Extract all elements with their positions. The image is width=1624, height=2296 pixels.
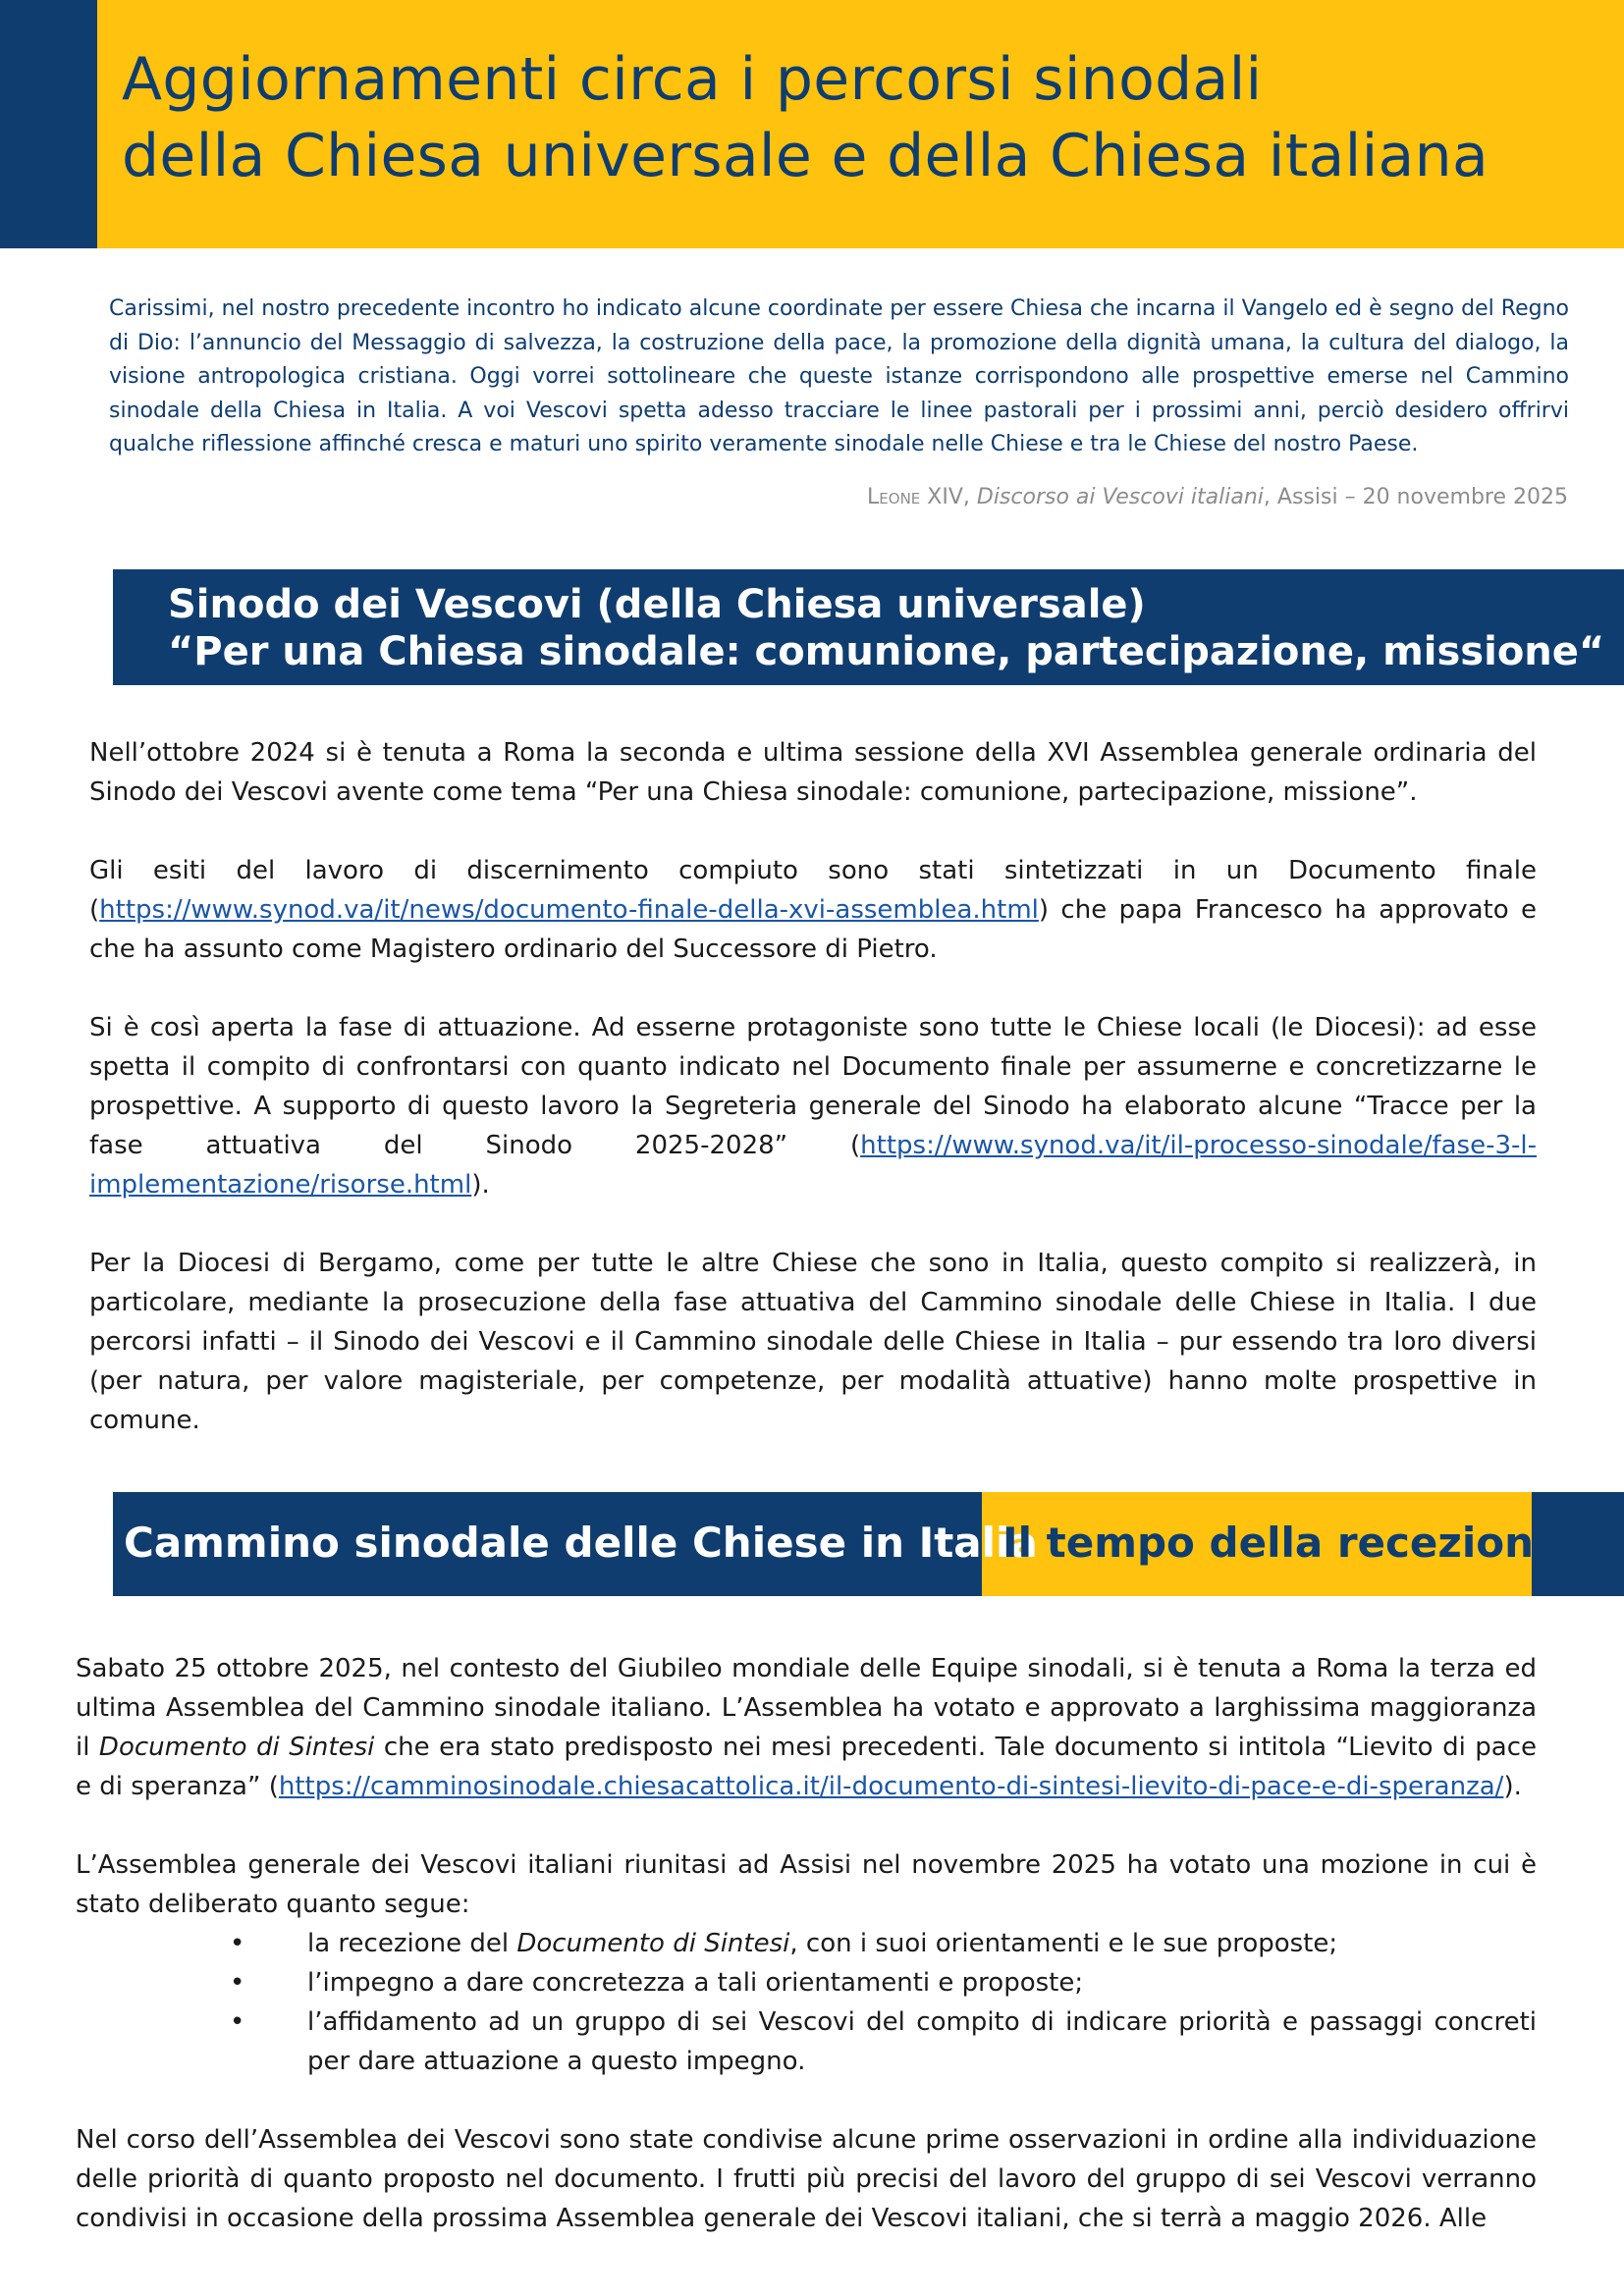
header-accent-bar	[0, 0, 97, 248]
section1-paragraph-2	[89, 851, 1537, 969]
text-span: ).	[1503, 1772, 1522, 1801]
documento-sintesi-link[interactable]: https://camminosinodale.chiesacattolica.it/il-documento-di-sintesi-lievito-di-pace-e-di-speranza/	[278, 1772, 1504, 1801]
section2-paragraph-3: Nel corso dell’Assemblea dei Vescovi sono state condivise alcune prime osservazioni in ordine alla individuazione delle priorità di quanto proposto nel documento. I frutti più precisi del lavoro del gruppo di sei Vescovi verranno condivisi in occasione della prossima Assemblea generale dei Vescovi italiani, che si terrà a maggio 2026. Alle	[76, 2125, 1537, 2233]
text-span: Si è così aperta la fase di attuazione. Ad esserne protagoniste sono tutte le Chiese locali (le Diocesi): ad esse spetta il compito di confrontarsi con quanto indicato nel Documento finale per assumerne e concretizzarne le prospettive. A supporto di questo lavoro la Segreteria generale del Sinodo ha elaborato alcune “Tracce per la fase attuativa del Sinodo 2025-2028” (	[89, 1013, 1537, 1160]
section1-heading-line1: Sinodo dei Vescovi (della Chiesa universale)	[168, 582, 1146, 627]
section2-subheading: Il tempo della recezione	[1002, 1519, 1562, 1567]
text-span: ) che papa Francesco ha approvato e che ha assunto come Magistero ordinario del Successore di Pietro.	[89, 895, 1537, 964]
intro-quote: Carissimi, nel nostro precedente incontro ho indicato alcune coordinate per essere Chiesa che incarna il Vangelo ed è segno del Regno di Dio: l’annuncio del Messaggio di salvezza, la costruzione della pace, la promozione della dignità umana, la cultura del dialogo, la visione antropologica cristiana. Oggi vorrei sottolineare che queste istanze corrispondono alle prospettive emerse nel Cammino sinodale della Chiesa in Italia. A voi Vescovi spetta adesso tracciare le linee pastorali per i prossimi anni, perciò desidero offrirvi qualche riflessione affinché cresca e maturi uno spirito veramente sinodale nelle Chiese e tra le Chiese del nostro Paese.	[109, 296, 1569, 456]
section1-paragraph-1: Nell’ottobre 2024 si è tenuta a Roma la seconda e ultima sessione della XVI Assemblea generale ordinaria del Sinodo dei Vescovi avente come tema “Per una Chiesa sinodale: comunione, partecipazione, missione”.	[89, 738, 1537, 807]
text-span: l’affidamento ad un gruppo di sei Vescovi del compito di indicare priorità e passaggi concreti per dare attuazione a questo impegno.	[307, 2007, 1537, 2076]
section2-heading: Cammino sinodale delle Chiese in Italia	[124, 1519, 1038, 1567]
bullet-icon: •	[230, 2007, 245, 2037]
section2-body	[76, 1649, 1537, 2277]
quote-place-date: Assisi – 20 novembre 2025	[1276, 485, 1568, 509]
quote-source: Leone XIV, Discorso ai Vescovi italiani, Assisi – 20 novembre 2025	[867, 485, 1568, 509]
text-span: Sabato 25 ottobre 2025, nel contesto del Giubileo mondiale delle Equipe sinodali, si è tenuta a Roma la terza ed ultima Assemblea del Cammino sinodale italiano. L’Assemblea ha votato e approvato a larghissima maggioranza il	[76, 1654, 1537, 1762]
section1-paragraph-3	[89, 1008, 1537, 1204]
text-span: ).	[471, 1170, 490, 1200]
tracce-risorse-link[interactable]: https://www.synod.va/it/il-processo-sinodale/fase-3-l-implementazione/risorse.html	[89, 1131, 1537, 1200]
page-title-line2: della Chiesa universale e della Chiesa italiana	[122, 122, 1489, 190]
section2-paragraph-2: L’Assemblea generale dei Vescovi italiani riunitasi ad Assisi nel novembre 2025 ha votato una mozione in cui è stato deliberato quanto segue:	[76, 1850, 1537, 1919]
list-item	[230, 2002, 1537, 2081]
list-item	[230, 1963, 1537, 2002]
quote-work: Discorso ai Vescovi italiani	[976, 485, 1264, 509]
section1-paragraph-4: Per la Diocesi di Bergamo, come per tutte le altre Chiese che sono in Italia, questo compito si realizzerà, in particolare, mediante la prosecuzione della fase attuativa del Cammino sinodale delle Chiese in Italia. I due percorsi infatti – il Sinodo dei Vescovi e il Cammino sinodale delle Chiese in Italia – pur essendo tra loro diversi (per natura, per valore magisteriale, per competenze, per modalità attuative) hanno molte prospettive in comune.	[89, 1249, 1537, 1435]
section2-paragraph-1	[76, 1649, 1537, 1806]
list-item	[230, 1924, 1537, 1963]
text-span: , con i suoi orientamenti e le sue proposte;	[789, 1929, 1338, 1958]
page-title	[122, 41, 1595, 194]
document-title-emphasis: Documento di Sintesi	[98, 1733, 375, 1762]
text-span: l’impegno a dare concretezza a tali orientamenti e proposte;	[307, 1968, 1084, 1998]
section1-heading-line2: “Per una Chiesa sinodale: comunione, partecipazione, missione“	[168, 629, 1605, 674]
document-title-emphasis: Documento di Sintesi	[516, 1929, 790, 1958]
documento-finale-link[interactable]: https://www.synod.va/it/news/documento-finale-della-xvi-assemblea.html	[99, 895, 1039, 925]
deliberation-list	[76, 1924, 1537, 2081]
quote-author: Leone XIV	[867, 485, 963, 509]
text-span: che era stato predisposto nei mesi precedenti. Tale documento si intitola “Lievito di pace e di speranza” (	[76, 1733, 1537, 1801]
section1-body	[89, 733, 1537, 1479]
text-span: Gli esiti del lavoro di discernimento compiuto sono stati sintetizzati in un Documento finale (	[89, 856, 1537, 925]
bullet-icon: •	[230, 1968, 245, 1998]
bullet-icon: •	[230, 1929, 245, 1958]
page-title-line1: Aggiornamenti circa i percorsi sinodali	[122, 45, 1263, 114]
text-span: la recezione del	[307, 1929, 517, 1958]
